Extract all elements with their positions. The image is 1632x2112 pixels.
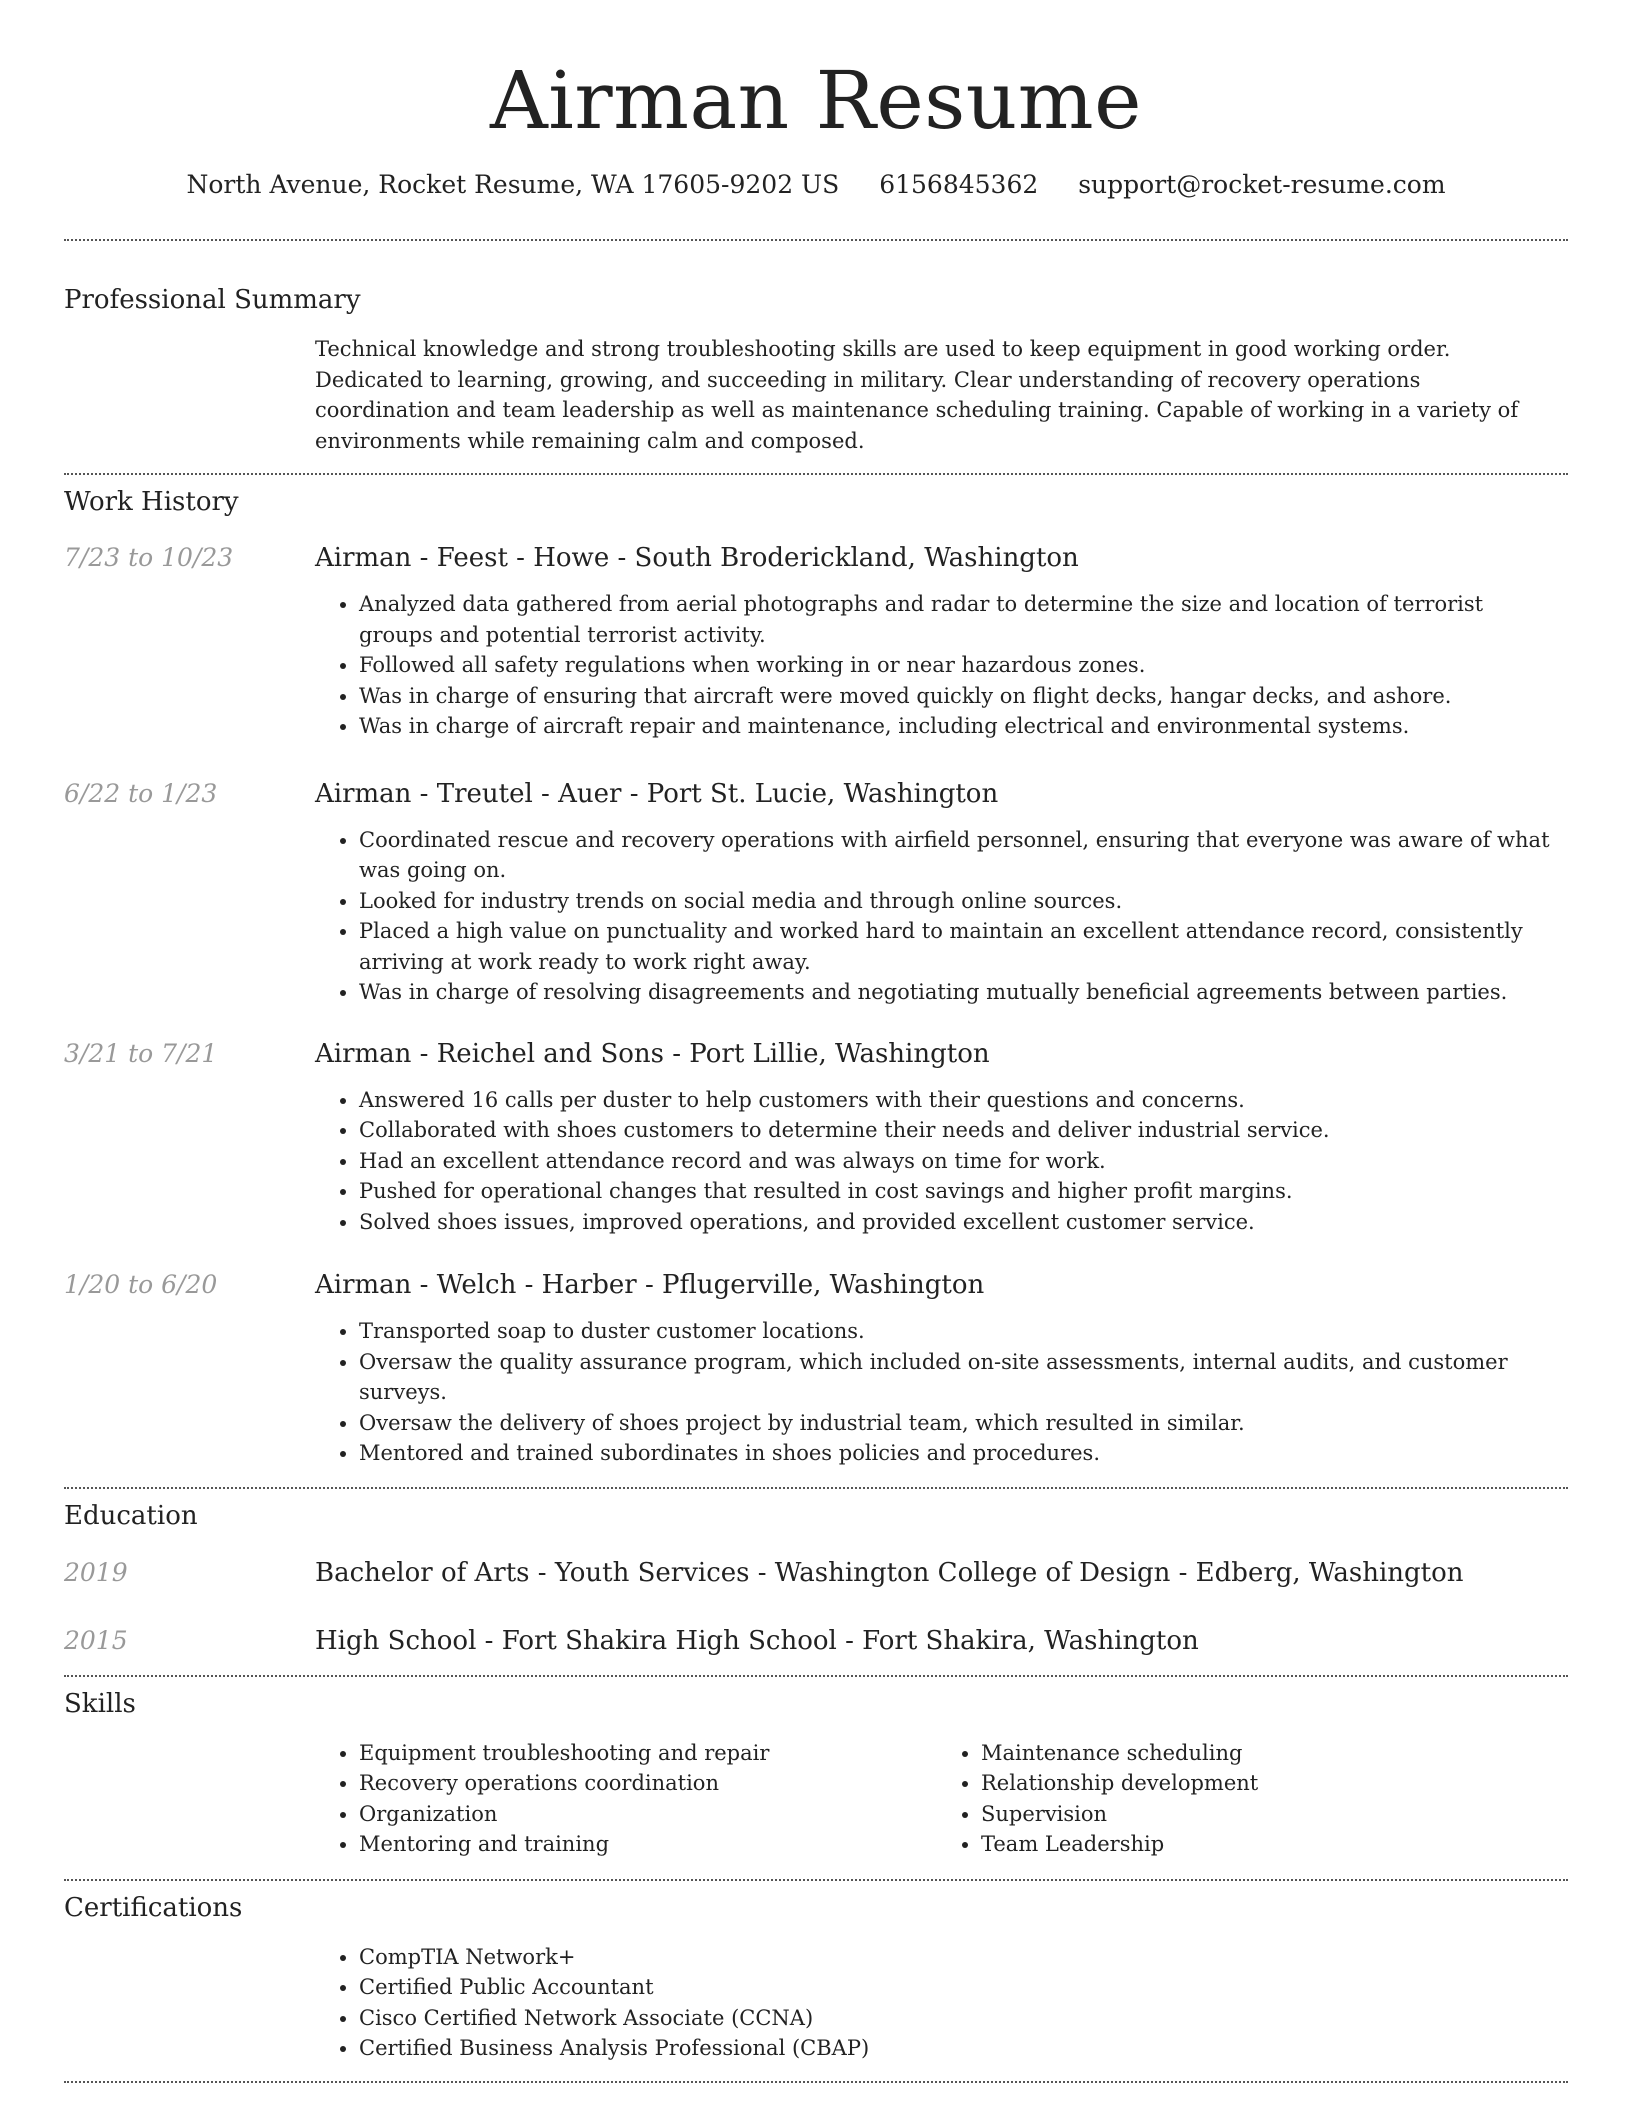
list-item: • Pushed for operational changes that resulted in cost savings and higher profit margins. xyxy=(359,1176,1559,1207)
list-item: • Was in charge of ensuring that aircraft were moved quickly on flight decks, hangar decks, and ashore. xyxy=(359,681,1559,712)
job-entry xyxy=(64,1037,1568,1238)
job-bullets xyxy=(315,825,1559,1008)
job-dates: 3/21 to 7/21 xyxy=(64,1038,218,1068)
job-dates: 7/23 to 10/23 xyxy=(64,543,234,572)
education-entry xyxy=(64,1556,1568,1590)
job-title: Airman - Welch - Harber - Pflugerville, Washington xyxy=(315,1270,985,1300)
skills-list xyxy=(315,1738,1559,1860)
section-title-summary: Professional Summary xyxy=(64,285,361,315)
divider xyxy=(64,1675,1568,1677)
list-item: • Mentoring and training xyxy=(359,1829,937,1860)
certifications-list xyxy=(315,1942,1559,2064)
job-title: Airman - Reichel and Sons - Port Lillie, Washington xyxy=(315,1038,990,1069)
list-item: • Oversaw the delivery of shoes project by industrial team, which resulted in similar. xyxy=(359,1408,1559,1439)
list-item: • Mentored and trained subordinates in shoes policies and procedures. xyxy=(359,1438,1559,1469)
job-bullets xyxy=(315,1316,1559,1469)
list-item: • Recovery operations coordination xyxy=(359,1768,937,1799)
contact-line xyxy=(64,168,1568,202)
education-year: 2015 xyxy=(64,1625,128,1655)
list-item: • Answered 16 calls per duster to help customers with their questions and concerns. xyxy=(359,1085,1559,1116)
resume-name: Airman Resume xyxy=(490,54,1142,147)
list-item: • Relationship development xyxy=(981,1768,1559,1799)
divider xyxy=(64,1487,1568,1489)
list-item: • Transported soap to duster customer locations. xyxy=(359,1316,1559,1347)
education-year: 2019 xyxy=(64,1557,128,1587)
list-item: • Analyzed data gathered from aerial photographs and radar to determine the size and location of terrorist groups and potential terrorist activity. xyxy=(359,589,1559,650)
list-item: • Oversaw the quality assurance program, which included on-site assessments, internal audits, and customer surveys. xyxy=(359,1347,1559,1408)
resume-page xyxy=(64,0,1568,2083)
list-item: • CompTIA Network+ xyxy=(359,1942,1559,1973)
divider xyxy=(64,473,1568,475)
list-item: • Looked for industry trends on social media and through online sources. xyxy=(359,886,1559,917)
list-item: • Was in charge of aircraft repair and maintenance, including electrical and environmental systems. xyxy=(359,711,1559,742)
contact-phone: 6156845362 xyxy=(879,170,1039,199)
section-title-skills: Skills xyxy=(64,1688,136,1719)
job-entry xyxy=(64,541,1568,742)
section-title-certifications: Certifications xyxy=(64,1892,243,1923)
job-title: Airman - Feest - Howe - South Broderickland, Washington xyxy=(315,543,1079,573)
summary-text: Technical knowledge and strong troubleshooting skills are used to keep equipment in good working order. Dedicated to learning, growing, and succeeding in military. Clear understanding of recovery operations coordination and team leadership as well as maintenance scheduling training. Capable of working in a variety of environments while remaining calm and composed. xyxy=(315,337,1519,453)
list-item: • Equipment troubleshooting and repair xyxy=(359,1738,937,1769)
list-item: • Was in charge of resolving disagreements and negotiating mutually beneficial agreements between parties. xyxy=(359,977,1559,1008)
list-item: • Maintenance scheduling xyxy=(981,1738,1559,1769)
list-item: • Followed all safety regulations when working in or near hazardous zones. xyxy=(359,650,1559,681)
divider xyxy=(64,239,1568,241)
list-item: • Coordinated rescue and recovery operations with airfield personnel, ensuring that everyone was aware of what was going on. xyxy=(359,825,1559,886)
education-entry xyxy=(64,1624,1568,1658)
section-title-education: Education xyxy=(64,1500,198,1531)
job-dates: 6/22 to 1/23 xyxy=(64,778,218,808)
list-item: • Had an excellent attendance record and was always on time for work. xyxy=(359,1146,1559,1177)
education-degree: High School - Fort Shakira High School - Fort Shakira, Washington xyxy=(315,1625,1199,1656)
list-item: • Collaborated with shoes customers to determine their needs and deliver industrial service. xyxy=(359,1115,1559,1146)
list-item: • Placed a high value on punctuality and worked hard to maintain an excellent attendance record, consistently arriving at work ready to work right away. xyxy=(359,916,1559,977)
job-bullets xyxy=(315,589,1559,742)
job-entry xyxy=(64,1268,1568,1469)
list-item: • Certified Business Analysis Professional (CBAP) xyxy=(359,2033,1559,2064)
job-entry xyxy=(64,777,1568,1008)
job-title: Airman - Treutel - Auer - Port St. Lucie, Washington xyxy=(315,778,999,809)
divider xyxy=(64,2081,1568,2083)
divider xyxy=(64,1879,1568,1881)
list-item: • Certified Public Accountant xyxy=(359,1972,1559,2003)
job-bullets xyxy=(315,1085,1559,1238)
contact-email: support@rocket-resume.com xyxy=(1078,170,1446,199)
job-dates: 1/20 to 6/20 xyxy=(64,1270,218,1299)
list-item: • Organization xyxy=(359,1799,937,1830)
section-title-work-history: Work History xyxy=(64,487,239,517)
list-item: • Team Leadership xyxy=(981,1829,1559,1860)
list-item: • Supervision xyxy=(981,1799,1559,1830)
skills-column-right xyxy=(937,1738,1559,1860)
contact-address: North Avenue, Rocket Resume, WA 17605-9202 US xyxy=(186,170,840,199)
list-item: • Cisco Certified Network Associate (CCNA) xyxy=(359,2003,1559,2034)
education-degree: Bachelor of Arts - Youth Services - Washington College of Design - Edberg, Washington xyxy=(315,1557,1464,1588)
list-item: • Solved shoes issues, improved operations, and provided excellent customer service. xyxy=(359,1207,1559,1238)
skills-column-left xyxy=(315,1738,937,1860)
